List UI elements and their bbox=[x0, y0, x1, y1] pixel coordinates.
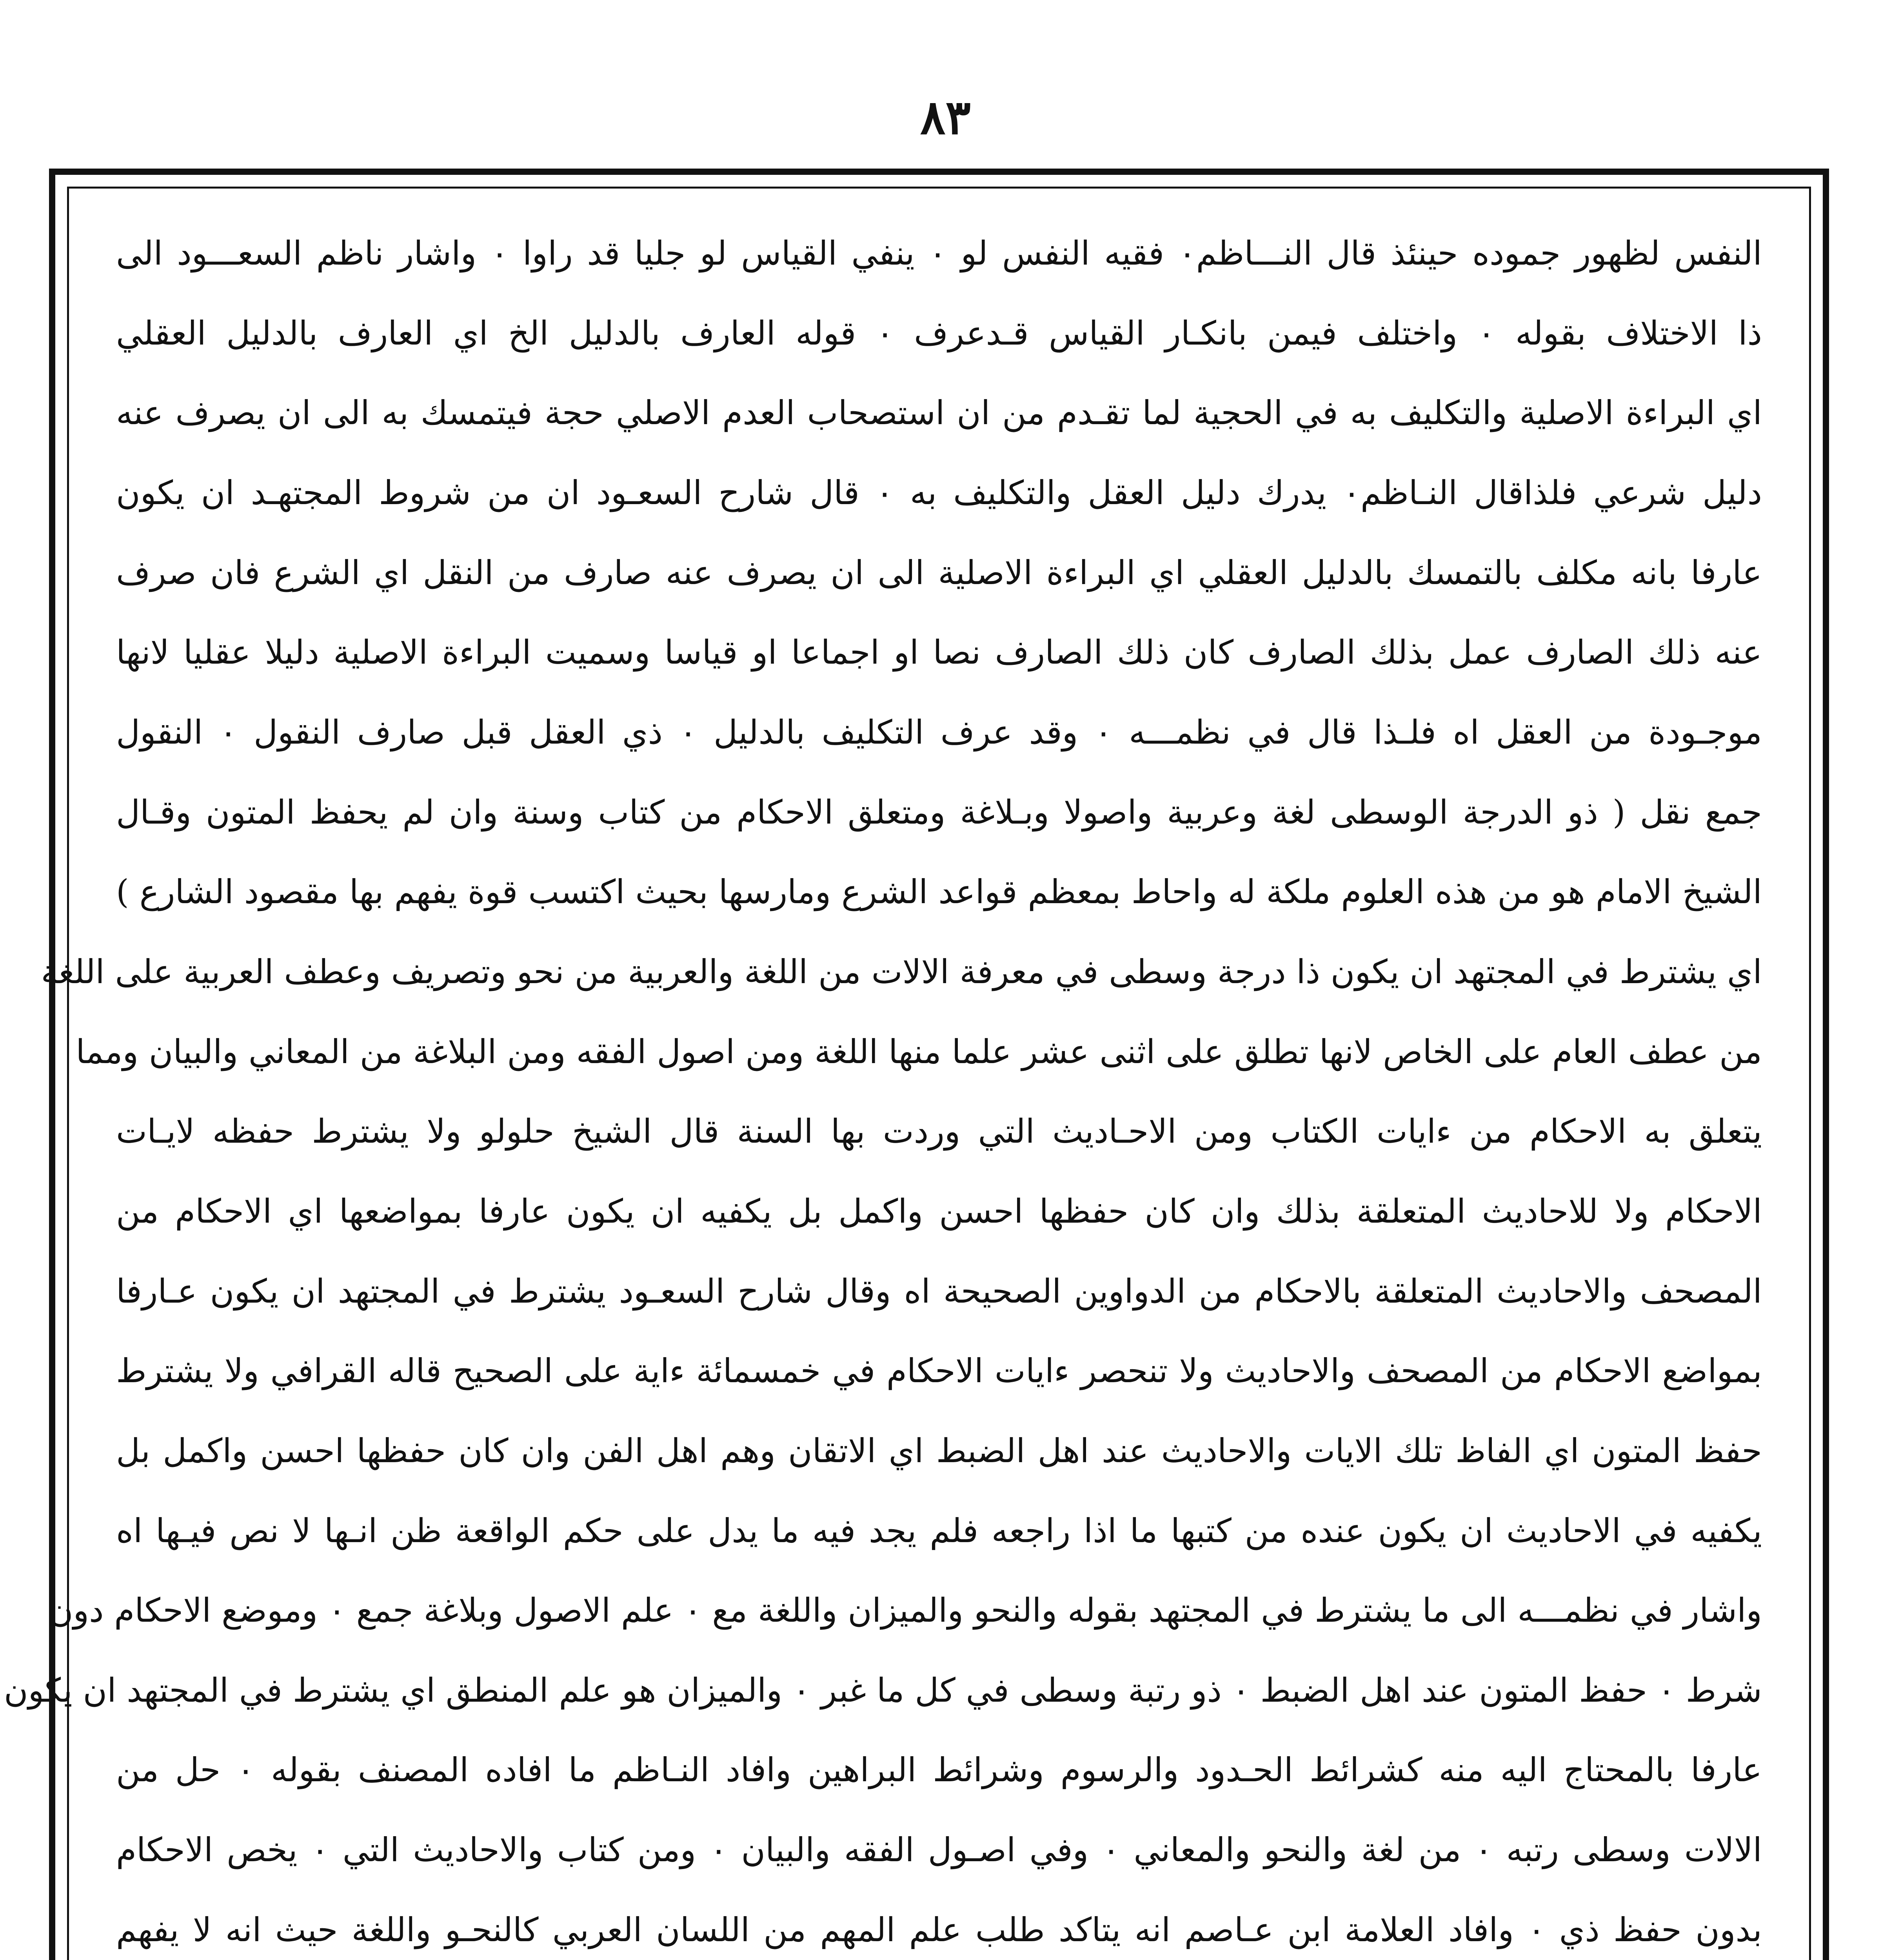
text-line: اي البراءة الاصلية والتكليف به في الحجية لما تقـدم من ان استصحاب العدم الاصلي حجة فيتمسك به الى ان يصرف عنه bbox=[116, 394, 1762, 432]
text-line: الالات وسطى رتبه ٠ من لغة والنحو والمعاني ٠ وفي اصـول الفقه والبيان ٠ ومن كتاب والاحاديث التي ٠ يخص الاحكام bbox=[116, 1831, 1762, 1869]
text-line: اي يشترط في المجتهد ان يكون ذا درجة وسطى في معرفة الالات من اللغة والعربية من نحو وتصريف وعطف العربية على اللغة bbox=[41, 952, 1762, 991]
text-line: دليل شرعي فلذاقال النـاظم٠ يدرك دليل العقل والتكليف به ٠ قال شارح السعـود ان من شروط المجتهـد ان يكون bbox=[116, 473, 1762, 512]
text-line: موجـودة من العقل اه فلـذا قال في نظمـــه ٠ وقد عرف التكليف بالدليل ٠ ذي العقل قبل صارف النقول ٠ النقول bbox=[116, 713, 1762, 751]
text-line: يتعلق به الاحكام من ءايات الكتاب ومن الاحـاديث التي وردت بها السنة قال الشيخ حلولو ولا يشترط حفظه لايـات bbox=[116, 1112, 1762, 1151]
text-line: يكفيه في الاحاديث ان يكون عنده من كتبها ما اذا راجعه فلم يجد فيه ما يدل على حكم الواقعة ظن انـها لا نص فيـها اه bbox=[116, 1511, 1762, 1550]
text-body bbox=[4, 224, 1762, 1960]
text-line: من عطف العام على الخاص لانها تطلق على اثنى عشر علما منها اللغة ومن اصول الفقه ومن البلاغة من المعاني والبيان ومما bbox=[76, 1032, 1762, 1071]
text-line: شرط ٠ حفظ المتون عند اهل الضبط ٠ ذو رتبة وسطى في كل ما غبر ٠ والميزان هو علم المنطق اي يشترط في المجتهد ان يكون bbox=[4, 1671, 1762, 1710]
text-line: النفس لظهور جموده حينئذ قال النـــاظم٠ فقيه النفس لو ٠ ينفي القياس لو جليا قد راوا ٠ واشار ناظم السعـــود الى bbox=[116, 234, 1762, 272]
text-line: ذا الاختلاف بقوله ٠ واختلف فيمن بانكـار القياس قـدعرف ٠ قوله العارف بالدليل الخ اي العارف بالدليل العقلي bbox=[116, 314, 1762, 352]
text-line: بمواضع الاحكام من المصحف والاحاديث ولا تنحصر ءايات الاحكام في خمسمائة ءاية على الصحيح قاله القرافي ولا يشترط bbox=[116, 1352, 1762, 1390]
text-line: عارفا بالمحتاج اليه منه كشرائط الحـدود والرسوم وشرائط البراهين وافاد النـاظم ما افاده المصنف بقوله ٠ حل من bbox=[116, 1751, 1762, 1789]
text-line: الشيخ الامام هو من هذه العلوم ملكة له واحاط بمعظم قواعد الشرع ومارسها بحيث اكتسب قوة يفهم بها مقصود الشارع ) bbox=[116, 873, 1762, 911]
text-line: بدون حفظ ذي ٠ وافاد العلامة ابن عـاصم انه يتاكد طلب علم المهم من اللسان العربي كالنحـو واللغة حيث انه لا يفهم bbox=[116, 1910, 1762, 1949]
page-frame bbox=[4, 169, 1829, 1960]
text-line: المصحف والاحاديث المتعلقة بالاحكام من الدواوين الصحيحة اه وقال شارح السعـود يشترط في المجتهد ان يكون عـارفا bbox=[116, 1272, 1762, 1310]
text-line: واشار في نظمـــه الى ما يشترط في المجتهد بقوله والنحو والميزان واللغة مع ٠ علم الاصول وبلاغة جمع ٠ وموضع الاحكام دون bbox=[49, 1591, 1762, 1630]
text-line: عنه ذلك الصارف عمل بذلك الصارف كان ذلك الصارف نصا او اجماعا او قياسا وسميت البراءة الاصلية دليلا عقليا لانها bbox=[116, 633, 1762, 672]
text-line: الاحكام ولا للاحاديث المتعلقة بذلك وان كان حفظها احسن واكمل بل يكفيه ان يكون عارفا بمواضعها اي الاحكام من bbox=[116, 1192, 1762, 1230]
text-line: جمع نقل ( ذو الدرجة الوسطى لغة وعربية واصولا وبـلاغة ومتعلق الاحكام من كتاب وسنة وان لم يحفظ المتون وقـال bbox=[116, 793, 1762, 831]
text-line: حفظ المتون اي الفاظ تلك الايات والاحاديث عند اهل الضبط اي الاتقان وهم اهل الفن وان كان حفظها احسن واكمل بل bbox=[116, 1431, 1762, 1470]
text-line: عارفا بانه مكلف بالتمسك بالدليل العقلي اي البراءة الاصلية الى ان يصرف عنه صارف من النقل اي الشرع فان صرف bbox=[116, 553, 1762, 592]
page-frame-inner-border bbox=[4, 187, 1811, 1960]
page-number: ٨٣ bbox=[920, 90, 971, 145]
